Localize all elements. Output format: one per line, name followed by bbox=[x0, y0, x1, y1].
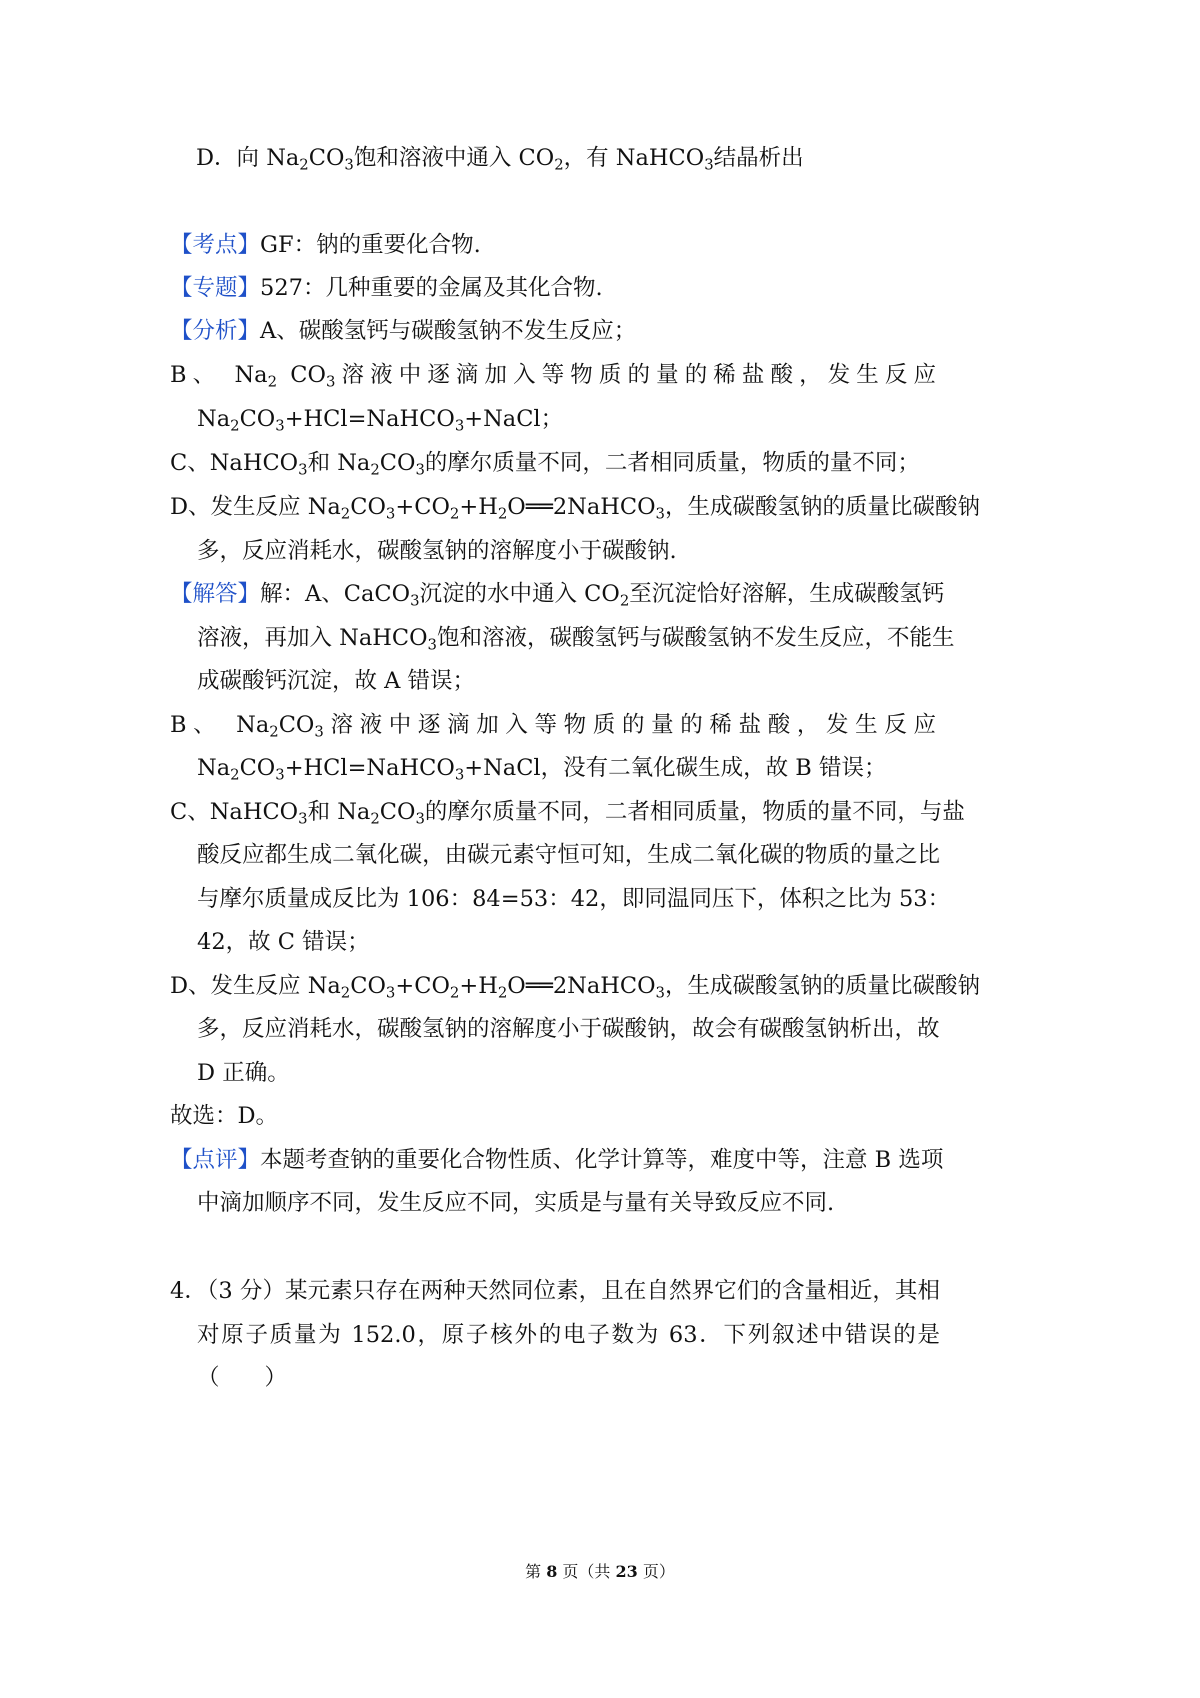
fenxi-line-c: C、NaHCO$_3$和 $Na_2CO_3$的摩尔质量不同，二者相同质量，物质的量不同； bbox=[170, 450, 920, 479]
dianping-line-2: 中滴加顺序不同，发生反应不同，实质是与量有关导致反应不同. bbox=[197, 1190, 835, 1216]
jieda-tag: 【解答】 bbox=[170, 581, 261, 607]
fenxi-tag: 【分析】 bbox=[170, 318, 261, 344]
fenxi-line-d2: 多，反应消耗水，碳酸氢钠的溶解度小于碳酸钠. bbox=[197, 538, 677, 564]
kaodian-tag: 【考点】 bbox=[170, 232, 261, 258]
dianping-tag: 【点评】 bbox=[170, 1147, 261, 1173]
jieda-line-a3: 成碳酸钙沉淀，故 A 错误； bbox=[197, 668, 476, 694]
jieda-line-a1: 【解答】解：A、CaCO$_3$沉淀的水中通入 $CO_2$至沉淀恰好溶解，生成碳酸氢钙 bbox=[170, 581, 945, 610]
page-number: 8 bbox=[546, 1562, 558, 1581]
zhuanti-line bbox=[170, 273, 603, 303]
jieda-line-b2: $Na_2CO_3+HCl=NaHCO_3+NaCl$，没有二氧化碳生成，故 B 错误； bbox=[197, 755, 887, 784]
jieda-line-a2: 溶液，再加入 NaHCO$_3$饱和溶液，碳酸氢钙与碳酸氢钠不发生反应，不能生 bbox=[197, 625, 955, 654]
jieda-line-c1: C、NaHCO$_3$和 $Na_2CO_3$的摩尔质量不同，二者相同质量，物质的量不同，与盐 bbox=[170, 799, 965, 828]
jieda-line-c4: 42，故 C 错误； bbox=[197, 929, 370, 955]
option-d-line: D．向 $Na_2CO_3$饱和溶液中通入 $CO_2$，有 NaHCO$_3$结晶析出 bbox=[196, 145, 804, 174]
question4-line-2: 对原子质量为 152.0，原子核外的电子数为 63．下列叙述中错误的是 bbox=[197, 1322, 940, 1348]
kaodian-text: GF：钠的重要化合物. bbox=[260, 232, 481, 258]
fenxi-line-b1: B、 $Na_2$ $CO_3$溶液中逐滴加入等物质的量的稀盐酸，发生反应 bbox=[170, 362, 936, 391]
answer-choice: 故选：D。 bbox=[170, 1103, 279, 1129]
kaodian-line bbox=[170, 230, 481, 260]
zhuanti-tag: 【专题】 bbox=[170, 275, 261, 301]
jieda-line-d2: 多，反应消耗水，碳酸氢钠的溶解度小于碳酸钠，故会有碳酸氢钠析出，故 bbox=[197, 1016, 940, 1042]
jieda-line-c3: 与摩尔质量成反比为 106：84=53：42，即同温同压下，体积之比为 53： bbox=[197, 886, 951, 912]
fenxi-line-a: 【分析】A、碳酸氢钙与碳酸氢钠不发生反应； bbox=[170, 318, 637, 344]
jieda-line-d3: D 正确。 bbox=[197, 1060, 290, 1086]
page-footer: 第 8 页（共 23 页） bbox=[525, 1562, 675, 1581]
jieda-line-d1: D、发生反应 $Na_2CO_3+CO_2+H_2O══2NaHCO_3$，生成碳酸氢钠的质量比碳酸钠 bbox=[170, 973, 980, 1002]
question4-line-1: 4．（3 分）某元素只存在两种天然同位素，且在自然界它们的含量相近，其相 bbox=[170, 1278, 940, 1304]
jieda-line-c2: 酸反应都生成二氧化碳，由碳元素守恒可知，生成二氧化碳的物质的量之比 bbox=[197, 842, 940, 868]
jieda-line-b1: B、 $Na_2CO_3$溶液中逐滴加入等物质的量的稀盐酸，发生反应 bbox=[170, 712, 936, 741]
question4-answer-blank: （ ） bbox=[197, 1365, 288, 1391]
fenxi-line-b2: $Na_2CO_3+HCl=NaHCO_3+NaCl$； bbox=[197, 406, 564, 435]
dianping-line-1: 【点评】本题考查钠的重要化合物性质、化学计算等，难度中等，注意 B 选项 bbox=[170, 1147, 944, 1173]
zhuanti-text: 527：几种重要的金属及其化合物. bbox=[260, 275, 603, 301]
fenxi-line-d1: D、发生反应 $Na_2CO_3+CO_2+H_2O══2NaHCO_3$，生成碳酸氢钠的质量比碳酸钠 bbox=[170, 494, 980, 523]
page-total: 23 bbox=[615, 1562, 638, 1581]
